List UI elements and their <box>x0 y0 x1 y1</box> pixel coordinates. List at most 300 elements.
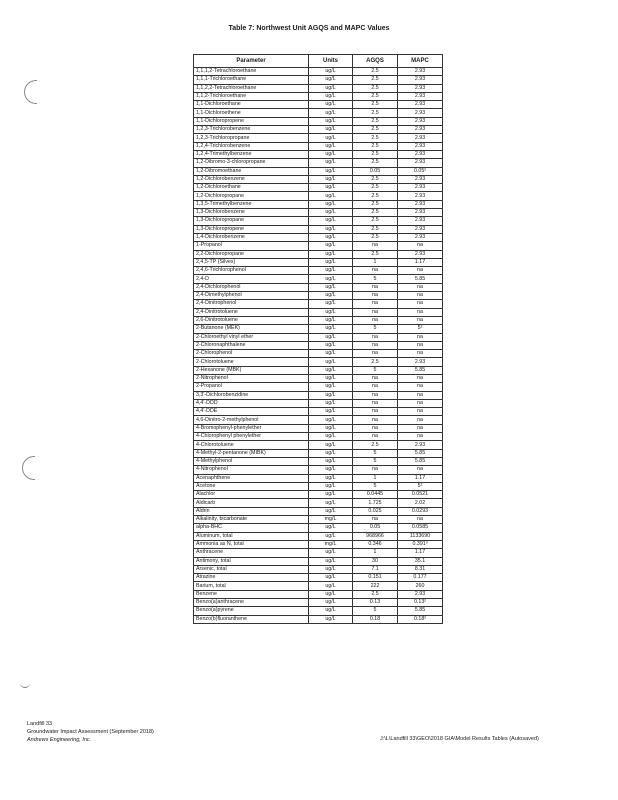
table-row <box>194 267 443 275</box>
table-row <box>194 391 443 399</box>
header-parameter: Parameter <box>194 55 309 68</box>
cell-units: ug/L <box>309 457 353 465</box>
cell-mapc: 5.85 <box>398 366 443 374</box>
cell-agqs: na <box>353 341 398 349</box>
cell-agqs: 1 <box>353 474 398 482</box>
cell-units: ug/L <box>309 267 353 275</box>
cell-mapc: na <box>398 316 443 324</box>
cell-parameter: 2-Chloroethyl vinyl ether <box>194 333 309 341</box>
cell-units: ug/L <box>309 532 353 540</box>
cell-parameter: Atrazine <box>194 574 309 582</box>
cell-agqs: na <box>353 300 398 308</box>
cell-mapc: 260 <box>398 582 443 590</box>
cell-parameter: 2-Nitrophenol <box>194 374 309 382</box>
cell-mapc: 2.93 <box>398 590 443 598</box>
cell-units: ug/L <box>309 200 353 208</box>
cell-parameter: 2-Chlorotoluene <box>194 358 309 366</box>
cell-agqs: 2.5 <box>353 150 398 158</box>
cell-mapc: na <box>398 466 443 474</box>
cell-parameter: 4,6-Dinitro-2-methylphenol <box>194 416 309 424</box>
cell-mapc: na <box>398 391 443 399</box>
cell-mapc: na <box>398 300 443 308</box>
cell-parameter: Aldrin <box>194 507 309 515</box>
cell-units: ug/L <box>309 117 353 125</box>
cell-units: ug/L <box>309 466 353 474</box>
table-body <box>194 68 443 624</box>
cell-agqs: 2.5 <box>353 101 398 109</box>
cell-mapc: na <box>398 424 443 432</box>
cell-parameter: 2,4,6-Trichlorophenol <box>194 267 309 275</box>
table-row <box>194 574 443 582</box>
cell-parameter: 1,3-Dichlorobenzene <box>194 209 309 217</box>
cell-units: ug/L <box>309 424 353 432</box>
cell-parameter: 4,4'-DDD <box>194 399 309 407</box>
table-row <box>194 350 443 358</box>
cell-units: ug/L <box>309 316 353 324</box>
cell-agqs: na <box>353 391 398 399</box>
table-row <box>194 540 443 548</box>
cell-mapc: 0.05² <box>398 167 443 175</box>
cell-units: ug/L <box>309 341 353 349</box>
cell-parameter: 1,3-Dichloropropene <box>194 225 309 233</box>
cell-units: ug/L <box>309 126 353 134</box>
cell-parameter: 1,1,2,2-Tetrachloroethane <box>194 84 309 92</box>
cell-units: ug/L <box>309 101 353 109</box>
cell-mapc: 0.18² <box>398 615 443 623</box>
cell-mapc: 0.13² <box>398 599 443 607</box>
cell-mapc: 2.93 <box>398 192 443 200</box>
cell-agqs: 0.151 <box>353 574 398 582</box>
cell-parameter: Aluminum, total <box>194 532 309 540</box>
table-row <box>194 532 443 540</box>
table-row <box>194 225 443 233</box>
cell-agqs: 5 <box>353 607 398 615</box>
cell-agqs: 2.5 <box>353 159 398 167</box>
cell-units: ug/L <box>309 76 353 84</box>
table-row <box>194 607 443 615</box>
table-header-row <box>194 55 443 68</box>
cell-units: ug/L <box>309 192 353 200</box>
header-units: Units <box>309 55 353 68</box>
cell-agqs: 2.5 <box>353 590 398 598</box>
table-row <box>194 557 443 565</box>
cell-units: ug/L <box>309 250 353 258</box>
cell-parameter: Anthracene <box>194 549 309 557</box>
cell-mapc: 0.391³ <box>398 540 443 548</box>
cell-agqs: na <box>353 383 398 391</box>
cell-mapc: na <box>398 341 443 349</box>
cell-units: ug/L <box>309 308 353 316</box>
cell-mapc: 5.85 <box>398 607 443 615</box>
table-row <box>194 491 443 499</box>
cell-units: mg/L <box>309 516 353 524</box>
cell-agqs: na <box>353 316 398 324</box>
cell-agqs: 2.5 <box>353 126 398 134</box>
cell-parameter: 4-Bromophenyl-phenylether <box>194 424 309 432</box>
cell-agqs: 968966 <box>353 532 398 540</box>
cell-agqs: 5 <box>353 449 398 457</box>
cell-units: ug/L <box>309 142 353 150</box>
footer-company: Andrews Engineering, Inc. <box>27 737 92 743</box>
cell-parameter: 1,1-Dichloroethene <box>194 109 309 117</box>
cell-agqs: 2.5 <box>353 217 398 225</box>
table-row <box>194 209 443 217</box>
table-row <box>194 358 443 366</box>
cell-agqs: 2.5 <box>353 184 398 192</box>
cell-parameter: 4-Methyl-2-pentanone (MIBK) <box>194 449 309 457</box>
table-row <box>194 474 443 482</box>
cell-parameter: 1,2,3-Trichloropropane <box>194 134 309 142</box>
cell-units: ug/L <box>309 549 353 557</box>
cell-mapc: 2.93 <box>398 217 443 225</box>
table-row <box>194 300 443 308</box>
cell-agqs: na <box>353 308 398 316</box>
cell-units: ug/L <box>309 283 353 291</box>
table-row <box>194 374 443 382</box>
table-row <box>194 582 443 590</box>
table-row <box>194 507 443 515</box>
cell-agqs: 2.5 <box>353 225 398 233</box>
cell-mapc: na <box>398 292 443 300</box>
cell-mapc: 5² <box>398 325 443 333</box>
cell-agqs: 0.05 <box>353 167 398 175</box>
cell-units: ug/L <box>309 615 353 623</box>
cell-units: ug/L <box>309 300 353 308</box>
header-agqs: AGQS <box>353 55 398 68</box>
footer-site: Landfill 33 <box>27 721 53 727</box>
cell-units: ug/L <box>309 590 353 598</box>
table-row <box>194 441 443 449</box>
cell-mapc: 2.93 <box>398 101 443 109</box>
cell-units: ug/L <box>309 109 353 117</box>
cell-units: ug/L <box>309 524 353 532</box>
cell-parameter: 1,2,3-Trichlorobenzene <box>194 126 309 134</box>
cell-agqs: na <box>353 399 398 407</box>
page-title: Table 7: Northwest Unit AGQS and MAPC Values <box>228 25 390 32</box>
cell-units: ug/L <box>309 491 353 499</box>
values-table-container <box>193 54 442 624</box>
cell-units: ug/L <box>309 167 353 175</box>
cell-agqs: 0.025 <box>353 507 398 515</box>
cell-units: ug/L <box>309 350 353 358</box>
cell-units: ug/L <box>309 474 353 482</box>
cell-units: ug/L <box>309 599 353 607</box>
cell-mapc: na <box>398 333 443 341</box>
cell-parameter: 1,1-Dichloroethane <box>194 101 309 109</box>
cell-mapc: 2.93 <box>398 250 443 258</box>
table-row <box>194 599 443 607</box>
cell-mapc: na <box>398 267 443 275</box>
cell-mapc: 2.93 <box>398 92 443 100</box>
cell-agqs: 7.1 <box>353 565 398 573</box>
binder-hole-top <box>24 80 37 104</box>
cell-mapc: na <box>398 374 443 382</box>
cell-mapc: 0.0585 <box>398 524 443 532</box>
cell-units: ug/L <box>309 391 353 399</box>
cell-mapc: 2.02 <box>398 499 443 507</box>
table-row <box>194 134 443 142</box>
table-row <box>194 250 443 258</box>
cell-units: ug/L <box>309 358 353 366</box>
cell-mapc: na <box>398 308 443 316</box>
cell-agqs: 2.5 <box>353 68 398 76</box>
table-row <box>194 565 443 573</box>
table-row <box>194 217 443 225</box>
cell-mapc: na <box>398 242 443 250</box>
cell-agqs: na <box>353 267 398 275</box>
table-row <box>194 200 443 208</box>
cell-agqs: na <box>353 374 398 382</box>
cell-agqs: na <box>353 242 398 250</box>
cell-units: ug/L <box>309 159 353 167</box>
cell-parameter: 2,4-Dimethylphenol <box>194 292 309 300</box>
table-row <box>194 92 443 100</box>
table-row <box>194 590 443 598</box>
cell-agqs: na <box>353 433 398 441</box>
table-row <box>194 383 443 391</box>
cell-units: ug/L <box>309 416 353 424</box>
cell-mapc: 2.93 <box>398 126 443 134</box>
cell-parameter: 4-Methylphenol <box>194 457 309 465</box>
cell-parameter: Arsenic, total <box>194 565 309 573</box>
cell-parameter: 1,2-Dichloroethane <box>194 184 309 192</box>
cell-mapc: 1.17 <box>398 258 443 266</box>
cell-agqs: 2.5 <box>353 192 398 200</box>
cell-mapc: 2.93 <box>398 225 443 233</box>
cell-parameter: 1,4-Dichlorobenzene <box>194 233 309 241</box>
cell-parameter: 1,1-Dichloropropene <box>194 117 309 125</box>
table-row <box>194 341 443 349</box>
cell-agqs: 2.5 <box>353 92 398 100</box>
table-row <box>194 159 443 167</box>
cell-parameter: 1,2,4-Trimethylbenzene <box>194 150 309 158</box>
cell-mapc: na <box>398 283 443 291</box>
cell-parameter: Benzene <box>194 590 309 598</box>
footer-left <box>27 720 154 744</box>
cell-units: ug/L <box>309 607 353 615</box>
cell-parameter: 1,1,1,2-Tetrachloroethane <box>194 68 309 76</box>
table-row <box>194 84 443 92</box>
cell-units: ug/L <box>309 242 353 250</box>
cell-parameter: 1,3,5-Trimethylbenzene <box>194 200 309 208</box>
header-mapc: MAPC <box>398 55 443 68</box>
cell-agqs: 2.5 <box>353 175 398 183</box>
table-row <box>194 68 443 76</box>
cell-units: ug/L <box>309 482 353 490</box>
cell-units: ug/L <box>309 582 353 590</box>
table-row <box>194 416 443 424</box>
cell-parameter: Antimony, total <box>194 557 309 565</box>
cell-parameter: 1,2-Dibromo-3-chloropropane <box>194 159 309 167</box>
cell-parameter: 2,4-Dinitrotoluene <box>194 308 309 316</box>
cell-mapc: na <box>398 416 443 424</box>
cell-mapc: 0.0293 <box>398 507 443 515</box>
cell-agqs: na <box>353 292 398 300</box>
table-row <box>194 399 443 407</box>
cell-parameter: Benzo(a)pyrene <box>194 607 309 615</box>
cell-mapc: 1.17 <box>398 549 443 557</box>
table-row <box>194 366 443 374</box>
table-row <box>194 76 443 84</box>
table-row <box>194 126 443 134</box>
table-row <box>194 424 443 432</box>
cell-agqs: 0.13 <box>353 599 398 607</box>
cell-mapc: 2.93 <box>398 441 443 449</box>
cell-parameter: Benzo(a)anthracene <box>194 599 309 607</box>
cell-agqs: na <box>353 283 398 291</box>
cell-units: ug/L <box>309 507 353 515</box>
table-row <box>194 308 443 316</box>
cell-mapc: 2.93 <box>398 68 443 76</box>
cell-agqs: na <box>353 424 398 432</box>
agqs-mapc-table <box>193 54 443 624</box>
table-row <box>194 150 443 158</box>
table-row <box>194 449 443 457</box>
cell-mapc: 5.85 <box>398 449 443 457</box>
table-row <box>194 101 443 109</box>
table-row <box>194 499 443 507</box>
table-row <box>194 275 443 283</box>
cell-parameter: 2,6-Dinitrotoluene <box>194 316 309 324</box>
cell-parameter: 1,2,4-Trichlorobenzene <box>194 142 309 150</box>
cell-agqs: 5 <box>353 457 398 465</box>
cell-agqs: 1.725 <box>353 499 398 507</box>
cell-mapc: na <box>398 399 443 407</box>
cell-parameter: 2-Propanol <box>194 383 309 391</box>
footer-report: Groundwater Impact Assessment (September 2018) <box>27 729 154 735</box>
cell-mapc: 2.93 <box>398 134 443 142</box>
table-row <box>194 333 443 341</box>
cell-mapc: 1133690 <box>398 532 443 540</box>
cell-parameter: 2-Chloronaphthalene <box>194 341 309 349</box>
table-row <box>194 167 443 175</box>
cell-parameter: 1,1,2-Trichloroethane <box>194 92 309 100</box>
cell-agqs: na <box>353 350 398 358</box>
cell-units: ug/L <box>309 383 353 391</box>
cell-mapc: 2.93 <box>398 150 443 158</box>
cell-parameter: 1,2-Dichloropropane <box>194 192 309 200</box>
cell-agqs: 2.5 <box>353 250 398 258</box>
cell-mapc: na <box>398 350 443 358</box>
cell-mapc: na <box>398 433 443 441</box>
cell-agqs: 2.5 <box>353 84 398 92</box>
cell-mapc: 2.93 <box>398 142 443 150</box>
table-row <box>194 292 443 300</box>
cell-parameter: 1,1,1-Trichloroethane <box>194 76 309 84</box>
cell-mapc: 0.177 <box>398 574 443 582</box>
cell-parameter: 4-Chlorotoluene <box>194 441 309 449</box>
cell-mapc: na <box>398 408 443 416</box>
table-row <box>194 482 443 490</box>
cell-parameter: 1,2-Dichlorobenzene <box>194 175 309 183</box>
cell-agqs: 0.346 <box>353 540 398 548</box>
cell-parameter: 1,2-Dibromoethane <box>194 167 309 175</box>
cell-parameter: 2-Hexanone (MBK) <box>194 366 309 374</box>
cell-mapc: 2.93 <box>398 233 443 241</box>
cell-parameter: 2,4-Dinitrophenol <box>194 300 309 308</box>
cell-units: ug/L <box>309 184 353 192</box>
cell-agqs: 0.0445 <box>353 491 398 499</box>
cell-units: ug/L <box>309 258 353 266</box>
table-row <box>194 142 443 150</box>
cell-parameter: Aldicarb <box>194 499 309 507</box>
cell-units: ug/L <box>309 449 353 457</box>
table-row <box>194 258 443 266</box>
cell-mapc: 8.31 <box>398 565 443 573</box>
cell-agqs: 1 <box>353 549 398 557</box>
cell-agqs: 2.5 <box>353 441 398 449</box>
cell-mapc: 35.1 <box>398 557 443 565</box>
cell-parameter: 4-Nitrophenol <box>194 466 309 474</box>
cell-agqs: 5 <box>353 366 398 374</box>
cell-units: ug/L <box>309 92 353 100</box>
table-row <box>194 466 443 474</box>
cell-agqs: na <box>353 416 398 424</box>
cell-agqs: na <box>353 408 398 416</box>
cell-mapc: 2.93 <box>398 184 443 192</box>
binder-mark-bottom <box>20 681 30 688</box>
table-row <box>194 242 443 250</box>
cell-parameter: Alkalinity, bicarbonate <box>194 516 309 524</box>
cell-mapc: 2.93 <box>398 200 443 208</box>
cell-units: ug/L <box>309 209 353 217</box>
cell-agqs: na <box>353 466 398 474</box>
cell-units: ug/L <box>309 499 353 507</box>
cell-parameter: 2,4,5-TP (Silvex) <box>194 258 309 266</box>
cell-agqs: 0.18 <box>353 615 398 623</box>
cell-units: ug/L <box>309 325 353 333</box>
cell-units: ug/L <box>309 217 353 225</box>
cell-mapc: 5² <box>398 482 443 490</box>
cell-mapc: 5.85 <box>398 457 443 465</box>
cell-agqs: na <box>353 333 398 341</box>
cell-units: ug/L <box>309 275 353 283</box>
table-row <box>194 524 443 532</box>
table-row <box>194 283 443 291</box>
cell-parameter: Alachlor <box>194 491 309 499</box>
cell-agqs: 222 <box>353 582 398 590</box>
cell-mapc: 2.93 <box>398 109 443 117</box>
cell-mapc: 0.0521 <box>398 491 443 499</box>
cell-mapc: 2.93 <box>398 117 443 125</box>
cell-units: ug/L <box>309 225 353 233</box>
binder-hole-middle <box>22 456 35 480</box>
cell-units: ug/L <box>309 408 353 416</box>
cell-mapc: 2.93 <box>398 209 443 217</box>
cell-units: ug/L <box>309 68 353 76</box>
table-row <box>194 325 443 333</box>
cell-agqs: 5 <box>353 482 398 490</box>
cell-parameter: Acenaphthene <box>194 474 309 482</box>
table-row <box>194 457 443 465</box>
cell-mapc: 2.93 <box>398 175 443 183</box>
cell-parameter: 4,4'-DDE <box>194 408 309 416</box>
table-row <box>194 233 443 241</box>
cell-units: mg/L <box>309 540 353 548</box>
table-row <box>194 316 443 324</box>
cell-parameter: 1-Propanol <box>194 242 309 250</box>
table-row <box>194 117 443 125</box>
footer-file-path: J:\L\Landfill 33\GEO\2018 GIA\Model Results Tables (Autosaved) <box>380 736 539 742</box>
cell-parameter: 3,3'-Dichlorobenzidine <box>194 391 309 399</box>
cell-agqs: 2.5 <box>353 109 398 117</box>
cell-agqs: 2.5 <box>353 233 398 241</box>
cell-units: ug/L <box>309 565 353 573</box>
table-row <box>194 549 443 557</box>
cell-units: ug/L <box>309 441 353 449</box>
cell-agqs: 2.5 <box>353 209 398 217</box>
cell-units: ug/L <box>309 292 353 300</box>
